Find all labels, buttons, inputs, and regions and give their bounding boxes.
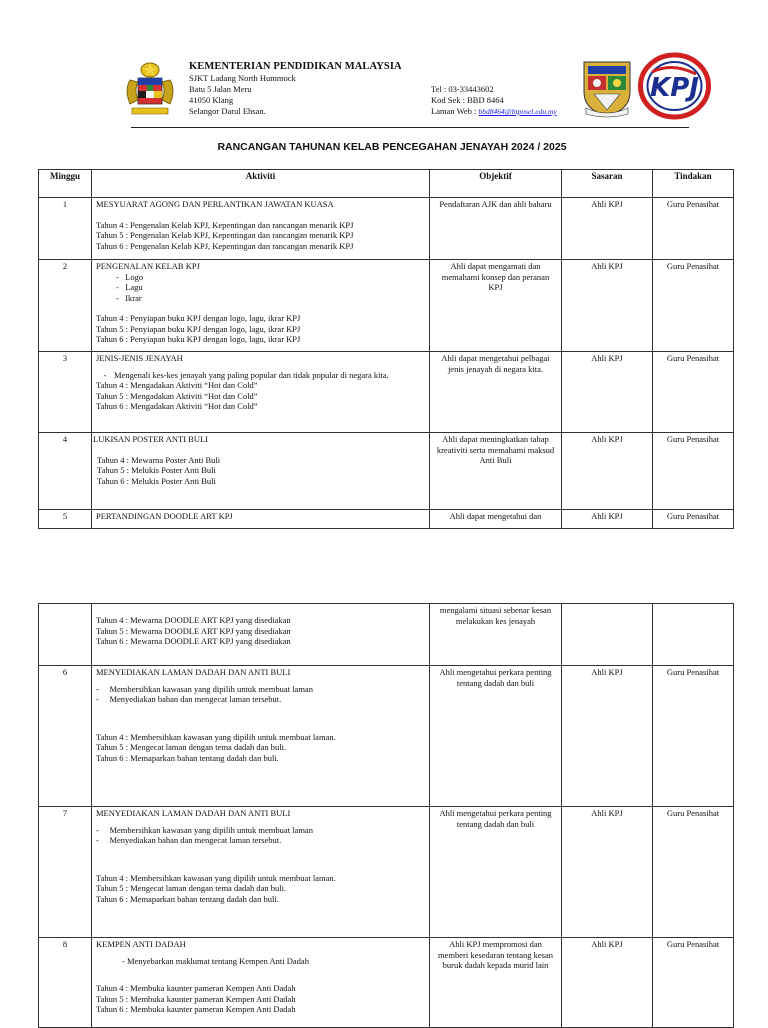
week-number: 1 xyxy=(39,198,92,260)
table-row xyxy=(39,938,734,1028)
website-link[interactable]: bbd8464@btpnsel.edu.my xyxy=(478,107,557,116)
week-number: 6 xyxy=(39,666,92,807)
table-row xyxy=(39,604,734,666)
table-row xyxy=(39,352,734,433)
list-item: - Logo xyxy=(116,271,144,282)
action-cell: Guru Penasihat xyxy=(653,260,734,352)
column-header-minggu: Minggu xyxy=(39,170,92,198)
activity-heading: MESYUARAT AGONG DAN PERLANTIKAN JAWATAN KUASA xyxy=(96,199,334,209)
year-activity: Tahun 6 : Memaparkan bahan tentang dadah dan buli. xyxy=(96,893,279,904)
week-number: 5 xyxy=(39,510,92,529)
activity-heading: PERTANDINGAN DOODLE ART KPJ xyxy=(92,510,430,529)
target-cell: Ahli KPJ xyxy=(562,938,653,1028)
list-item: - Mengenali kes-kes jenayah yang paling popular dan tidak popular di negara kita. xyxy=(103,369,389,380)
activity-heading: MENYEDIAKAN LAMAN DADAH DAN ANTI BULI xyxy=(96,808,291,818)
activity-heading: PENGENALAN KELAB KPJ xyxy=(96,261,200,271)
year-activity: Tahun 4 : Penyiapan buku KPJ dengan logo, lagu, ikrar KPJ xyxy=(96,313,301,323)
kpj-logo-icon xyxy=(638,52,711,120)
week-number xyxy=(39,604,92,666)
column-header-aktiviti: Aktiviti xyxy=(92,170,430,198)
activity-heading: KEMPEN ANTI DADAH xyxy=(96,939,186,949)
table-row xyxy=(39,433,734,510)
objective-cell: Ahli dapat mengamati dan memahami konsep dan peranan KPJ xyxy=(430,260,562,352)
year-activity: Tahun 4 : Mengadakan Aktiviti “Hot dan Cold” xyxy=(96,380,258,390)
page-title: RANCANGAN TAHUNAN KELAB PENCEGAHAN JENAYAH 2024 / 2025 xyxy=(217,141,567,153)
week-number: 4 xyxy=(39,433,92,510)
year-activity: Tahun 4 : Mewarna Poster Anti Buli xyxy=(97,454,221,465)
kpj-logo-text: KPJ xyxy=(650,73,699,103)
activity-heading: JENIS-JENIS JENAYAH xyxy=(96,353,183,363)
activity-cell xyxy=(92,352,430,433)
address-line: 41050 Klang xyxy=(189,95,234,105)
table-row xyxy=(39,260,734,352)
year-activity: Tahun 6 : Pengenalan Kelab KPJ, Kepentingan dan rancangan menarik KPJ xyxy=(96,240,354,251)
year-activity: Tahun 4 : Pengenalan Kelab KPJ, Kepentingan dan rancangan menarik KPJ xyxy=(96,219,354,230)
column-header-sasaran: Sasaran xyxy=(562,170,653,198)
activity-cell xyxy=(92,666,430,807)
activity-cell xyxy=(92,938,430,1028)
year-activity: Tahun 4 : Membersihkan kawasan yang dipilih untuk membuat laman. xyxy=(96,872,336,883)
activity-cell xyxy=(92,198,430,260)
activity-cell xyxy=(92,604,430,666)
year-activity: Tahun 5 : Pengenalan Kelab KPJ, Kepentingan dan rancangan menarik KPJ xyxy=(96,230,354,240)
year-activity: Tahun 5 : Penyiapan buku KPJ dengan logo, lagu, ikrar KPJ xyxy=(96,323,301,334)
target-cell xyxy=(562,604,653,666)
action-cell: Guru Penasihat xyxy=(653,198,734,260)
year-activity: Tahun 5 : Mengecat laman dengan tema dadah dan buli. xyxy=(96,883,287,893)
table-row xyxy=(39,510,734,529)
target-cell: Ahli KPJ xyxy=(562,352,653,433)
activity-heading: MENYEDIAKAN LAMAN DADAH DAN ANTI BULI xyxy=(96,667,291,677)
website xyxy=(431,106,557,118)
malaysia-coat-of-arms-icon xyxy=(120,60,180,118)
target-cell: Ahli KPJ xyxy=(562,260,653,352)
year-activity: Tahun 6 : Memaparkan bahan tentang dadah dan buli. xyxy=(96,752,279,763)
objective-cell: Ahli mengetahui perkara penting tentang dadah dan buli xyxy=(430,807,562,938)
objective-cell: Ahli dapat meningkatkan tahap kreativiti serta memahami maksud Anti Buli xyxy=(430,433,562,510)
website-label: Laman Web : xyxy=(431,106,479,116)
action-cell xyxy=(653,604,734,666)
week-number: 8 xyxy=(39,938,92,1028)
telephone: Tel : 03-33443602 xyxy=(431,84,494,94)
activity-heading: LUKISAN POSTER ANTI BULI xyxy=(93,434,208,444)
objective-cell: mengalami situasi sebenar kesan melakukan kes jenayah xyxy=(430,604,562,666)
plan-table xyxy=(38,169,734,529)
objective-cell: Ahli mengetahui perkara penting tentang dadah dan buli xyxy=(430,666,562,807)
year-activity: Tahun 5 : Melukis Poster Anti Buli xyxy=(97,465,216,475)
school-code: Kod Sek : BBD 8464 xyxy=(431,95,504,105)
year-activity: Tahun 4 : Membuka kaunter pameran Kempen Anti Dadah xyxy=(96,983,296,993)
list-item: - Menyebarkan maklumat tentang Kempen Anti Dadah xyxy=(122,955,309,966)
year-activity: Tahun 4 : Mewarna DOODLE ART KPJ yang disediakan xyxy=(96,615,291,625)
target-cell: Ahli KPJ xyxy=(562,198,653,260)
year-activity: Tahun 5 : Mengadakan Aktiviti “Hot dan Cold” xyxy=(96,390,258,401)
column-header-objektif: Objektif xyxy=(430,170,562,198)
action-cell: Guru Penasihat xyxy=(653,510,734,529)
activity-cell xyxy=(92,260,430,352)
year-activity: Tahun 5 : Mengecat laman dengan tema dadah dan buli. xyxy=(96,742,287,752)
objective-cell: Ahli KPJ mempromosi dan memberi kesedaran tentang kesan buruk dadah kepada murid lain xyxy=(430,938,562,1028)
week-number: 3 xyxy=(39,352,92,433)
column-header-tindakan: Tindakan xyxy=(653,170,734,198)
action-cell: Guru Penasihat xyxy=(653,938,734,1028)
school-crest-icon xyxy=(580,58,634,118)
action-cell: Guru Penasihat xyxy=(653,807,734,938)
year-activity: Tahun 6 : Mengadakan Aktiviti “Hot dan Cold” xyxy=(96,401,258,411)
plan-table-continued xyxy=(38,603,734,1028)
action-cell: Guru Penasihat xyxy=(653,433,734,510)
year-activity: Tahun 6 : Melukis Poster Anti Buli xyxy=(97,475,216,486)
week-number: 7 xyxy=(39,807,92,938)
year-activity: Tahun 6 : Penyiapan buku KPJ dengan logo, lagu, ikrar KPJ xyxy=(96,334,301,344)
year-activity: Tahun 5 : Membuka kaunter pameran Kempen Anti Dadah xyxy=(96,993,296,1004)
table-row xyxy=(39,198,734,260)
target-cell: Ahli KPJ xyxy=(562,433,653,510)
activity-cell xyxy=(92,433,430,510)
target-cell: Ahli KPJ xyxy=(562,666,653,807)
activity-cell xyxy=(92,807,430,938)
year-activity: Tahun 6 : Membuka kaunter pameran Kempen Anti Dadah xyxy=(96,1004,296,1014)
target-cell: Ahli KPJ xyxy=(562,510,653,529)
address-line: Batu 5 Jalan Meru xyxy=(189,84,252,94)
list-item: - Ikrar xyxy=(116,292,142,303)
list-item: - Menyediakan bahan dan mengecat laman tersebut. xyxy=(96,694,282,704)
year-activity: Tahun 6 : Mewarna DOODLE ART KPJ yang disediakan xyxy=(96,636,291,646)
list-item: - Menyediakan bahan dan mengecat laman tersebut. xyxy=(96,835,282,845)
objective-cell: Pendaftaran AJK dan ahli baharu xyxy=(430,198,562,260)
list-item: - Lagu xyxy=(116,282,143,292)
table-row xyxy=(39,666,734,807)
ministry-name: KEMENTERIAN PENDIDIKAN MALAYSIA xyxy=(189,61,402,72)
address-line: SJKT Ladang North Hummock xyxy=(189,73,296,83)
week-number: 2 xyxy=(39,260,92,352)
table-header-row xyxy=(39,170,734,198)
address-line: Selangor Darul Ehsan. xyxy=(189,106,266,116)
objective-cell: Ahli dapat mengetahui dan xyxy=(430,510,562,529)
action-cell: Guru Penasihat xyxy=(653,666,734,807)
table-row xyxy=(39,807,734,938)
list-item: - Membersihkan kawasan yang dipilih untuk membuat laman xyxy=(96,683,313,694)
list-item: - Membersihkan kawasan yang dipilih untuk membuat laman xyxy=(96,824,313,835)
action-cell: Guru Penasihat xyxy=(653,352,734,433)
objective-cell: Ahli dapat mengetahui pelbagai jenis jenayah di negara kita. xyxy=(430,352,562,433)
header-divider xyxy=(131,127,689,128)
year-activity: Tahun 4 : Membersihkan kawasan yang dipilih untuk membuat laman. xyxy=(96,731,336,742)
target-cell: Ahli KPJ xyxy=(562,807,653,938)
year-activity: Tahun 5 : Mewarna DOODLE ART KPJ yang disediakan xyxy=(96,625,291,636)
